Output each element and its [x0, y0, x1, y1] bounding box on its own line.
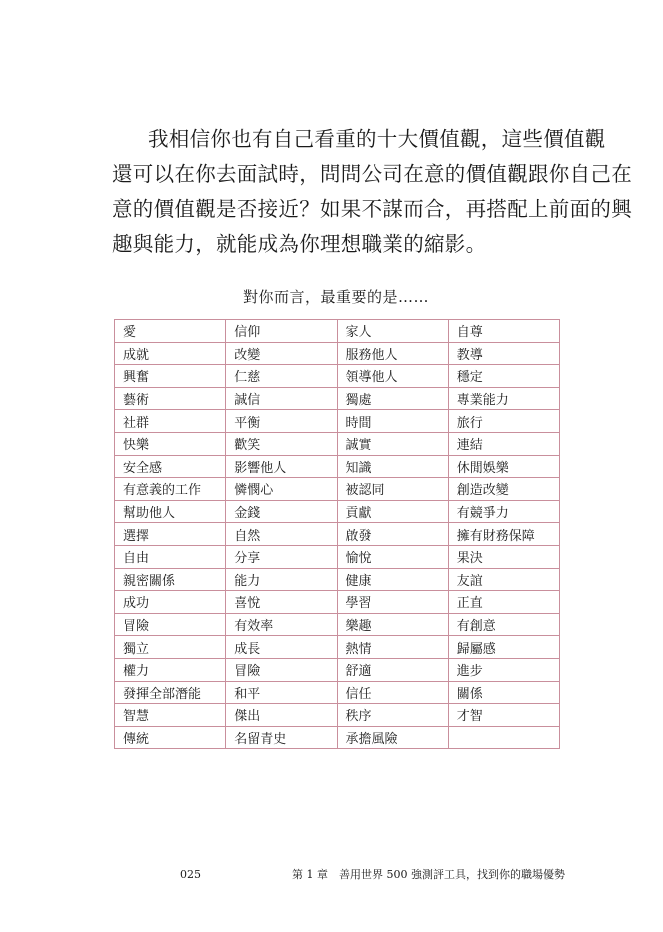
table-cell: 秩序	[337, 704, 448, 727]
table-cell: 穩定	[448, 365, 559, 388]
table-cell: 獨立	[115, 636, 226, 659]
table-row	[115, 432, 560, 455]
table-row	[115, 545, 560, 568]
table-row	[115, 726, 560, 749]
table-cell: 歸屬感	[448, 636, 559, 659]
table-row	[115, 478, 560, 501]
table-cell: 冒險	[115, 613, 226, 636]
table-row	[115, 320, 560, 343]
table-cell: 教導	[448, 342, 559, 365]
table-cell: 愉悅	[337, 545, 448, 568]
table-row	[115, 704, 560, 727]
table-cell: 友誼	[448, 568, 559, 591]
table-cell: 改變	[226, 342, 337, 365]
table-cell: 成功	[115, 591, 226, 614]
table-cell: 自然	[226, 523, 337, 546]
table-cell: 仁慈	[226, 365, 337, 388]
paragraph-line: 我相信你也有自己看重的十大價值觀，這些價值觀	[148, 127, 606, 151]
table-cell: 有競爭力	[448, 500, 559, 523]
table-cell: 權力	[115, 658, 226, 681]
body-paragraph	[112, 122, 632, 262]
page-number: 025	[180, 868, 201, 881]
table-row	[115, 410, 560, 433]
table-cell: 和平	[226, 681, 337, 704]
table-cell: 快樂	[115, 432, 226, 455]
table-cell: 誠實	[337, 432, 448, 455]
table-cell: 樂趣	[337, 613, 448, 636]
table-cell: 傳統	[115, 726, 226, 749]
table-row	[115, 613, 560, 636]
table-cell: 時間	[337, 410, 448, 433]
table-cell: 服務他人	[337, 342, 448, 365]
table-row	[115, 591, 560, 614]
table-row	[115, 387, 560, 410]
table-row	[115, 342, 560, 365]
table-cell: 旅行	[448, 410, 559, 433]
table-row	[115, 658, 560, 681]
table-cell: 正直	[448, 591, 559, 614]
table-cell: 學習	[337, 591, 448, 614]
table-cell: 休閒娛樂	[448, 455, 559, 478]
table-cell: 有效率	[226, 613, 337, 636]
table-cell: 親密關係	[115, 568, 226, 591]
table-cell: 有意義的工作	[115, 478, 226, 501]
paragraph-line: 趣與能力，就能成為你理想職業的縮影。	[112, 232, 487, 256]
table-caption: 對你而言，最重要的是……	[242, 288, 429, 306]
table-cell: 智慧	[115, 704, 226, 727]
table-cell: 信任	[337, 681, 448, 704]
table-cell: 關係	[448, 681, 559, 704]
table-cell: 成就	[115, 342, 226, 365]
table-cell: 喜悅	[226, 591, 337, 614]
table-row	[115, 500, 560, 523]
table-cell: 舒適	[337, 658, 448, 681]
table-cell: 啟發	[337, 523, 448, 546]
table-cell: 影響他人	[226, 455, 337, 478]
table-cell: 領導他人	[337, 365, 448, 388]
table-row	[115, 523, 560, 546]
table-cell: 創造改變	[448, 478, 559, 501]
table-cell: 健康	[337, 568, 448, 591]
values-table	[114, 319, 560, 749]
table-cell: 傑出	[226, 704, 337, 727]
table-cell: 熱情	[337, 636, 448, 659]
table-cell: 藝術	[115, 387, 226, 410]
table-row	[115, 636, 560, 659]
paragraph-line: 還可以在你去面試時，問問公司在意的價值觀跟你自己在	[112, 162, 632, 186]
table-cell: 冒險	[226, 658, 337, 681]
table-cell: 成長	[226, 636, 337, 659]
table-cell: 專業能力	[448, 387, 559, 410]
table-cell: 自尊	[448, 320, 559, 343]
table-cell: 發揮全部潛能	[115, 681, 226, 704]
table-cell: 憐憫心	[226, 478, 337, 501]
table-row	[115, 365, 560, 388]
table-cell: 愛	[115, 320, 226, 343]
table-cell: 貢獻	[337, 500, 448, 523]
table-row	[115, 681, 560, 704]
table-cell	[448, 726, 559, 749]
table-cell: 社群	[115, 410, 226, 433]
table-cell: 擁有財務保障	[448, 523, 559, 546]
table-cell: 能力	[226, 568, 337, 591]
table-cell: 誠信	[226, 387, 337, 410]
table-cell: 有創意	[448, 613, 559, 636]
table-cell: 家人	[337, 320, 448, 343]
table-cell: 連結	[448, 432, 559, 455]
table-cell: 興奮	[115, 365, 226, 388]
table-cell: 獨處	[337, 387, 448, 410]
table-cell: 幫助他人	[115, 500, 226, 523]
table-cell: 知識	[337, 455, 448, 478]
table-row	[115, 568, 560, 591]
table-cell: 金錢	[226, 500, 337, 523]
table-cell: 被認同	[337, 478, 448, 501]
table-cell: 分享	[226, 545, 337, 568]
table-cell: 平衡	[226, 410, 337, 433]
table-cell: 自由	[115, 545, 226, 568]
table-cell: 承擔風險	[337, 726, 448, 749]
table-cell: 才智	[448, 704, 559, 727]
table-cell: 信仰	[226, 320, 337, 343]
table-cell: 進步	[448, 658, 559, 681]
paragraph-line: 意的價值觀是否接近？如果不謀而合，再搭配上前面的興	[112, 197, 632, 221]
values-table-body	[115, 320, 560, 749]
table-row	[115, 455, 560, 478]
table-cell: 安全感	[115, 455, 226, 478]
table-cell: 選擇	[115, 523, 226, 546]
table-cell: 名留青史	[226, 726, 337, 749]
chapter-title: 第 1 章 善用世界 500 強測評工具，找到你的職場優勢	[292, 868, 565, 881]
table-cell: 果決	[448, 545, 559, 568]
table-cell: 歡笑	[226, 432, 337, 455]
